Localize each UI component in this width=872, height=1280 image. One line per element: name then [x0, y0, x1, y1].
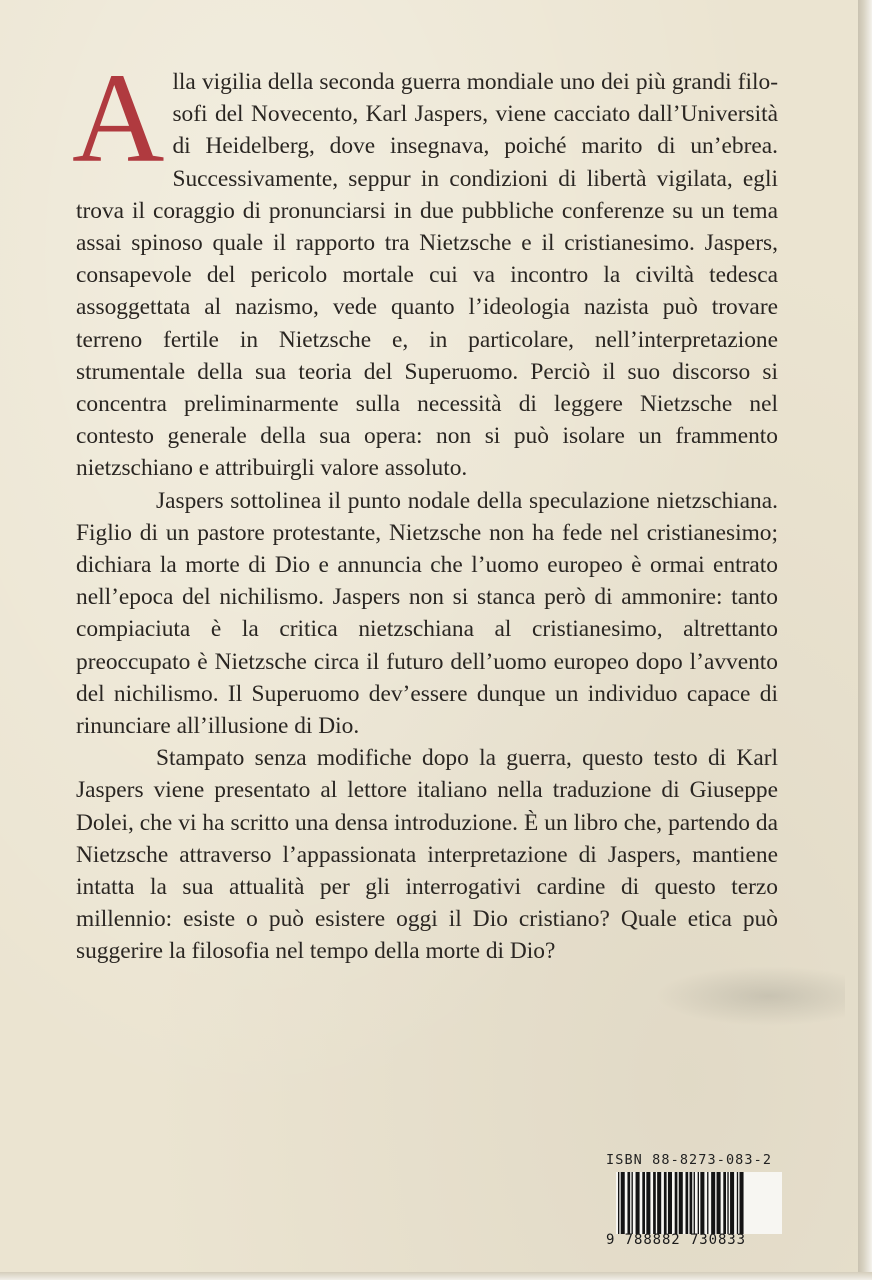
blurb-paragraph-2: Jaspers sottolinea il punto nodale della speculazione nietzschiana. Figlio di un pastore protestante, Nietzsche non ha fede nel cristianesimo; dichiara la morte di Dio e annuncia che l’uomo europeo è ormai entrato nell’epoca del nichilismo. Jaspers non si stanca però di ammonire: tanto compiaciuta è la critica nietzschiana al cristianesimo, altrettanto preoccupato è Nietzsche circa il futuro dell’uomo europeo dopo l’avvento del nichilismo. Il Superuomo dev’essere dunque un individuo capace di rinunciare all’illusione di Dio. [76, 487, 778, 740]
barcode-graphic [616, 1172, 782, 1234]
blurb-paragraph-3: Stampato senza modifiche dopo la guerra, questo testo di Karl Jaspers viene presentato al lettore italiano nella traduzione di Giuseppe Dolei, che vi ha scritto una densa introduzione. È un libro che, partendo da Nietzsche attraverso l’appassionata interpretazione di Jaspers, mantiene intatta la sua attualità per gli interrogativi cardine di questo terzo millennio: esiste o può esistere oggi il Dio cristiano? Quale etica può suggerire la filosofia nel tempo della morte di Dio? [76, 745, 778, 965]
barcode-bar [723, 1172, 726, 1234]
cover-bottom-edge [0, 1272, 872, 1280]
barcode-bar [727, 1172, 728, 1234]
barcode-bar [627, 1172, 630, 1234]
isbn-barcode [606, 1152, 782, 1248]
barcode-bars [616, 1172, 782, 1234]
barcode-bar [657, 1172, 661, 1234]
barcode-digits: 9 788882 730833 [606, 1232, 746, 1248]
blurb-text [72, 47, 778, 968]
barcode-bar [737, 1172, 738, 1234]
barcode-bar [694, 1172, 695, 1234]
barcode-bar [679, 1172, 683, 1234]
barcode-bar [698, 1172, 699, 1234]
barcode-bar [636, 1172, 640, 1234]
barcode-bar [690, 1172, 693, 1234]
drop-cap-letter: A [72, 47, 165, 189]
barcode-bar [730, 1172, 734, 1234]
barcode-bar [642, 1172, 645, 1234]
barcode-bar [700, 1172, 704, 1234]
blurb-paragraph-1-text: lla vigilia della seconda guerra mondiale uno dei più grandi filosofi del Novecento, Karl Jaspers, viene cacciato dall’Università di Heidelberg, dove insegnava, poiché marito di un’ebrea. Successivamente, seppur in condizioni di libertà vigilata, egli trova il coraggio di pronunciarsi in due pubbliche conferenze su un tema assai spinoso quale il rapporto tra Nietzsche e il cristianesimo. Jaspers, consapevole del pericolo mortale cui va incontro la civiltà tedesca assoggettata al nazismo, vede quanto l’ideologia nazista può trovare terreno fertile in Nietzsche e, in particolare, nell’interpretazione strumentale della sua teoria del Superuomo. Perciò il suo discorso si concentra preliminarmente sulla necessità di leggere Nietzsche nel contesto generale della sua opera: non si può isolare un frammento nietzschiano e attribuirgli valore assoluto. [76, 69, 778, 482]
cover-edge-shadow [858, 0, 872, 1280]
barcode-bar [740, 1172, 744, 1234]
barcode-bar [686, 1172, 689, 1234]
barcode-bar [632, 1172, 633, 1234]
barcode-bar [618, 1172, 619, 1234]
barcode-bar [668, 1172, 672, 1234]
barcode-bar [675, 1172, 678, 1234]
barcode-bar [653, 1172, 656, 1234]
blurb-paragraph-1 [72, 47, 778, 485]
barcode-bar [664, 1172, 667, 1234]
barcode-bar [717, 1172, 721, 1234]
barcode-bar [707, 1172, 708, 1234]
barcode-bar [711, 1172, 715, 1234]
barcode-bar [646, 1172, 650, 1234]
ink-smudge [655, 966, 845, 1026]
barcode-bar [621, 1172, 625, 1234]
isbn-label: ISBN 88-8273-083-2 [606, 1152, 773, 1168]
